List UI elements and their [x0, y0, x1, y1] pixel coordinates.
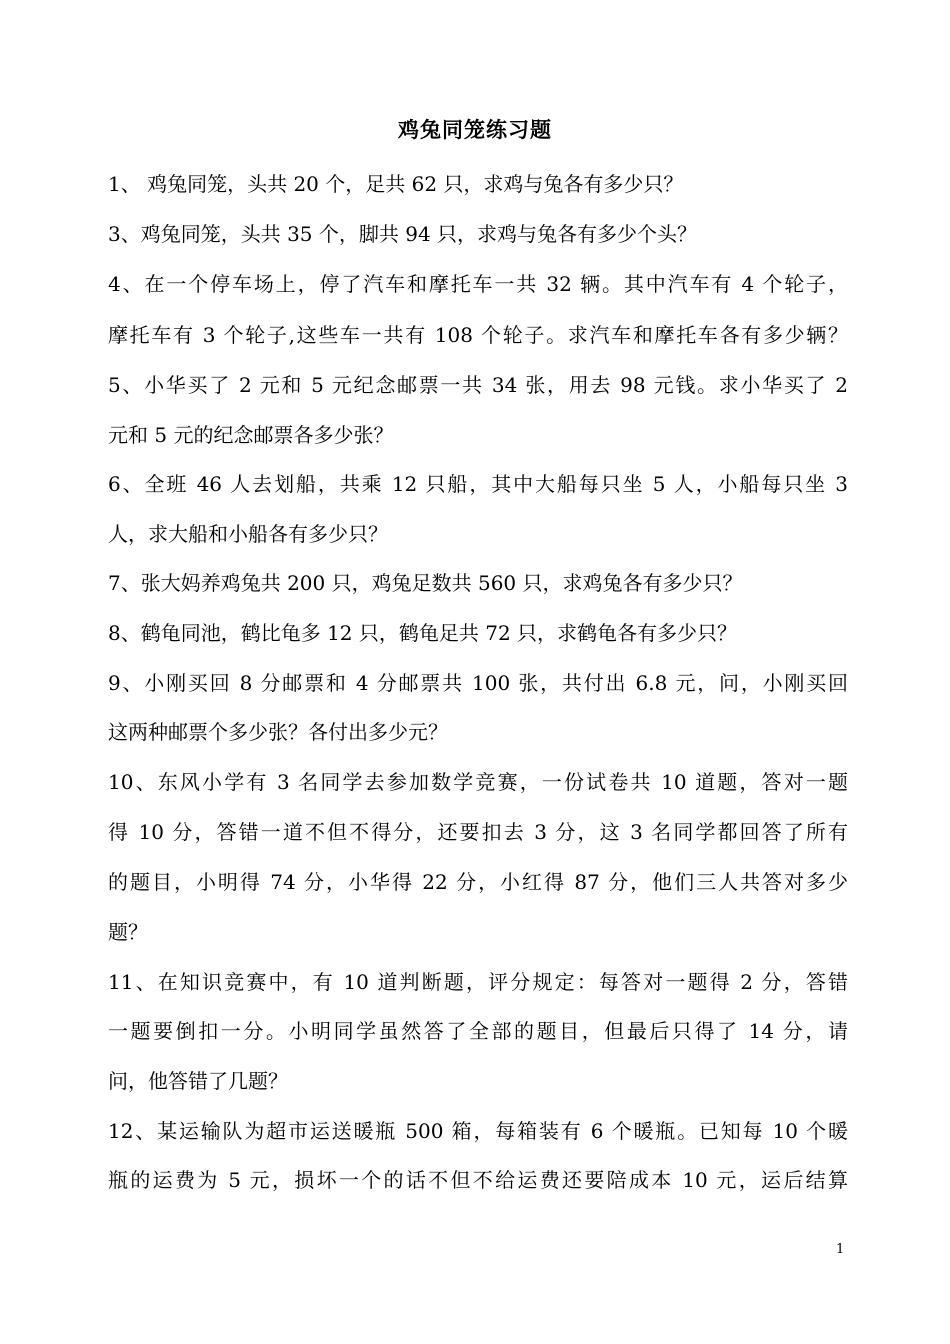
text-line: 10、东风小学有 3 名同学去参加数学竞赛，一份试卷共 10 道题，答对一题 [108, 770, 848, 794]
text-line: 的题目，小明得 74 分，小华得 22 分，小红得 87 分，他们三人共答对多少 [108, 870, 848, 894]
text-line: 5、小华买了 2 元和 5 元纪念邮票一共 34 张，用去 98 元钱。求小华买了 2 [108, 373, 848, 397]
text-line: 8、鹤龟同池，鹤比龟多 12 只，鹤龟足共 72 只，求鹤龟各有多少只？ [108, 621, 738, 645]
text-line: 3、鸡兔同笼，头共 35 个，脚共 94 只，求鸡与兔各有多少个头？ [108, 222, 698, 246]
text-line: 6、全班 46 人去划船，共乘 12 只船，其中大船每只坐 5 人，小船每只坐 3 [108, 472, 848, 496]
text-line: 7、张大妈养鸡兔共 200 只，鸡兔足数共 560 只，求鸡兔各有多少只？ [108, 571, 743, 595]
text-line: 一题要倒扣一分。小明同学虽然答了全部的题目，但最后只得了 14 分，请 [108, 1019, 848, 1043]
text-line: 4、在一个停车场上，停了汽车和摩托车一共 32 辆。其中汽车有 4 个轮子， [108, 272, 848, 296]
page-number: 1 [836, 1242, 845, 1257]
text-line: 题？ [108, 920, 148, 944]
text-line: 人，求大船和小船各有多少只？ [108, 522, 388, 546]
text-line: 瓶的运费为 5 元，损坏一个的话不但不给运费还要陪成本 10 元，运后结算 [108, 1168, 848, 1192]
text-line: 12、某运输队为超市运送暖瓶 500 箱，每箱装有 6 个暖瓶。已知每 10 个暖 [108, 1119, 848, 1143]
text-line: 元和 5 元的纪念邮票各多少张？ [108, 423, 394, 447]
text-line: 摩托车有 3 个轮子,这些车一共有 108 个轮子。求汽车和摩托车各有多少辆？ [108, 323, 848, 347]
text-line: 这两种邮票个多少张？各付出多少元？ [108, 720, 448, 744]
text-line: 1、 鸡兔同笼，头共 20 个，足共 62 只，求鸡与兔各有多少只？ [108, 172, 684, 196]
text-line: 得 10 分，答错一道不但不得分，还要扣去 3 分，这 3 名同学都回答了所有 [108, 820, 848, 844]
text-line: 11、在知识竞赛中，有 10 道判断题，评分规定：每答对一题得 2 分，答错 [108, 970, 848, 994]
text-line: 9、小刚买回 8 分邮票和 4 分邮票共 100 张，共付出 6.8 元，问，小刚买回 [108, 671, 848, 695]
text-line: 问，他答错了几题？ [108, 1069, 288, 1093]
document-title: 鸡兔同笼练习题 [398, 117, 552, 142]
